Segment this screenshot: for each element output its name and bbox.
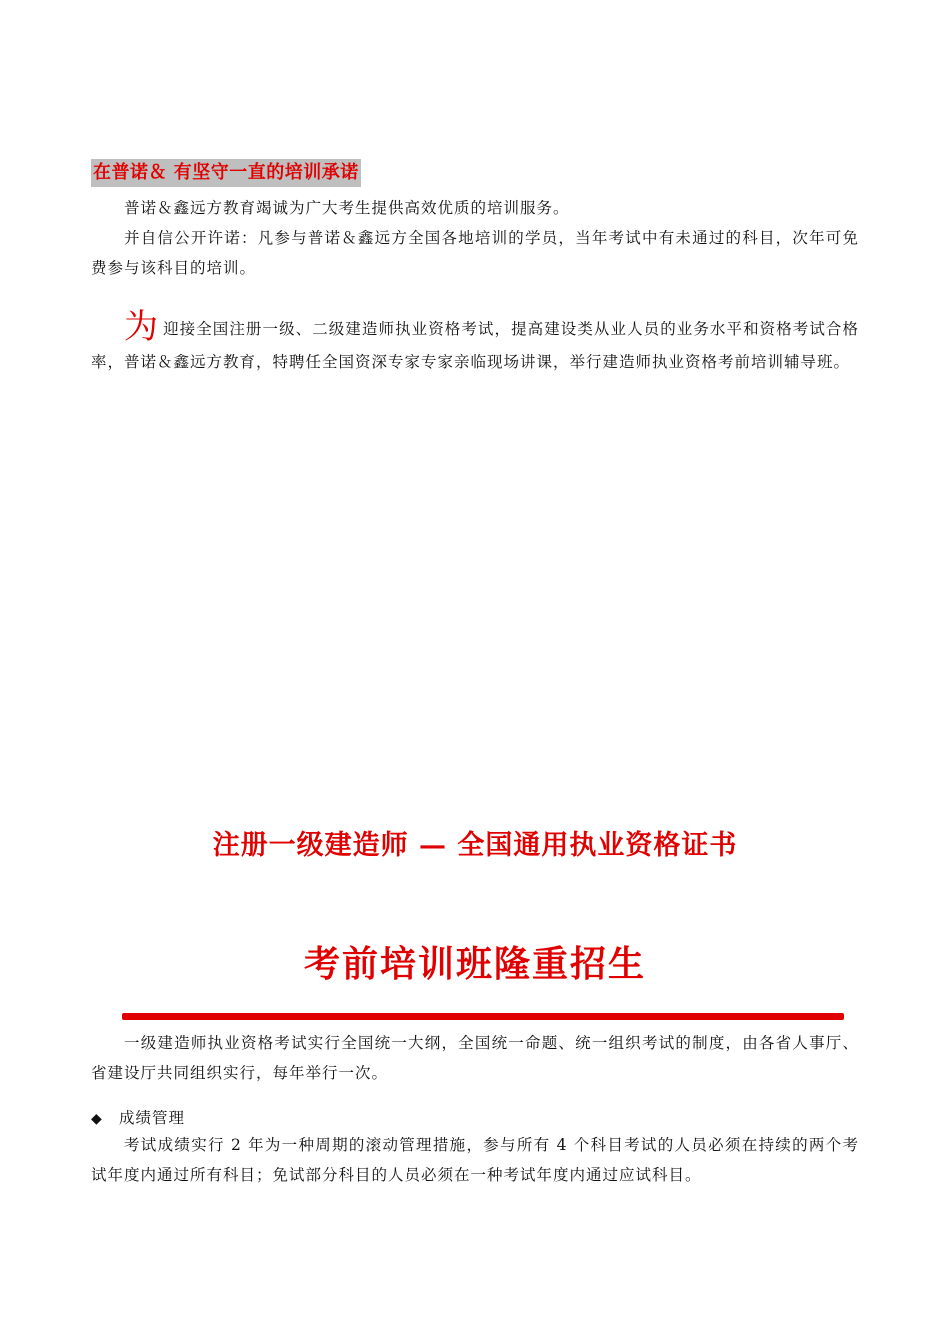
exam-system-paragraph: 一级建造师执业资格考试实行全国统一大纲，全国统一命题、统一组织考试的制度，由各省人事厅、省建设厅共同组织实行，每年举行一次。: [91, 1034, 859, 1082]
section-paragraph: 考试成绩实行 2 年为一种周期的滚动管理措施，参与所有 4 个科目考试的人员必须在持续的两个考试年度内通过所有科目；免试部分科目的人员必须在一种考试年度内通过应试科目。: [91, 1136, 859, 1184]
promise-heading: 在普诺＆ 有坚守一直的培训承诺: [91, 159, 361, 187]
section-heading: [91, 1104, 185, 1133]
section-title: 成绩管理: [119, 1109, 186, 1127]
promise-line-1: 普诺＆鑫远方教育竭诚为广大考生提供高效优质的培训服务。: [124, 199, 570, 217]
sub-title: 考前培训班隆重招生: [303, 943, 646, 985]
red-divider: [122, 1013, 844, 1020]
intro-paragraph: [91, 307, 859, 379]
dropcap: 为: [124, 307, 160, 347]
intro-text: 迎接全国注册一级、二级建造师执业资格考试，提高建设类从业人员的业务水平和资格考试合格率，普诺＆鑫远方教育，特聘任全国资深专家专家亲临现场讲课，举行建造师执业资格考前培训辅导班。: [91, 320, 859, 371]
promise-line-2: 并自信公开许诺：凡参与普诺＆鑫远方全国各地培训的学员，当年考试中有未通过的科目，次年可免费参与该科目的培训。: [91, 229, 859, 277]
main-title: 注册一级建造师 — 全国通用执业资格证书: [212, 830, 738, 861]
black-diamond-icon: ◆: [91, 1111, 103, 1127]
